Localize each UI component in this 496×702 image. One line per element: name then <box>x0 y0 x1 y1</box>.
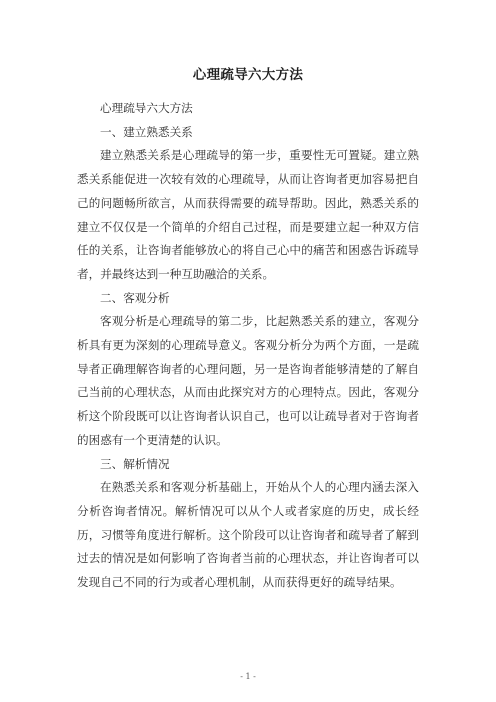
section-paragraph-3: 在熟悉关系和客观分析基础上，开始从个人的心理内涵去深入分析咨询者情况。解析情况可以从个人或者家庭的历史，成长经历，习惯等角度进行解析。这个阶段可以让咨询者和疏导者了解到过去的情况是如何影响了咨询者当前的心理状态，并让咨询者可以发现自己不同的行为或者心理机制，从而获得更好的疏导结果。 <box>77 480 419 590</box>
section-heading-3: 三、解析情况 <box>100 456 170 471</box>
section-heading-1: 一、建立熟悉关系 <box>100 124 193 139</box>
document-body <box>77 97 419 595</box>
section-paragraph-1: 建立熟悉关系是心理疏导的第一步，重要性无可置疑。建立熟悉关系能促进一次较有效的心理疏导，从而让咨询者更加容易把自己的问题畅所欲言，从而获得需要的疏导帮助。因此，熟悉关系的建立不仅仅是一个简单的介绍自己过程，而是要建立起一种双方信任的关系，让咨询者能够放心的将自己心中的痛苦和困惑告诉疏导者，并最终达到一种互助融洽的关系。 <box>77 148 419 281</box>
section-heading-2: 二、客观分析 <box>100 290 170 305</box>
page-number: - 1 - <box>240 672 256 681</box>
document-title: 心理疏导六大方法 <box>192 67 304 83</box>
paragraph-subtitle: 心理疏导六大方法 <box>100 101 193 115</box>
section-paragraph-2: 客观分析是心理疏导的第二步，比起熟悉关系的建立，客观分析具有更为深刻的心理疏导意义。客观分析分为两个方面，一是疏导者正确理解咨询者的心理问题，另一是咨询者能够清楚的了解自己当前的心理状态，从而由此探究对方的心理特点。因此，客观分析这个阶段既可以让咨询者认识自己，也可以让疏导者对于咨询者的困惑有一个更清楚的认识。 <box>77 314 419 447</box>
